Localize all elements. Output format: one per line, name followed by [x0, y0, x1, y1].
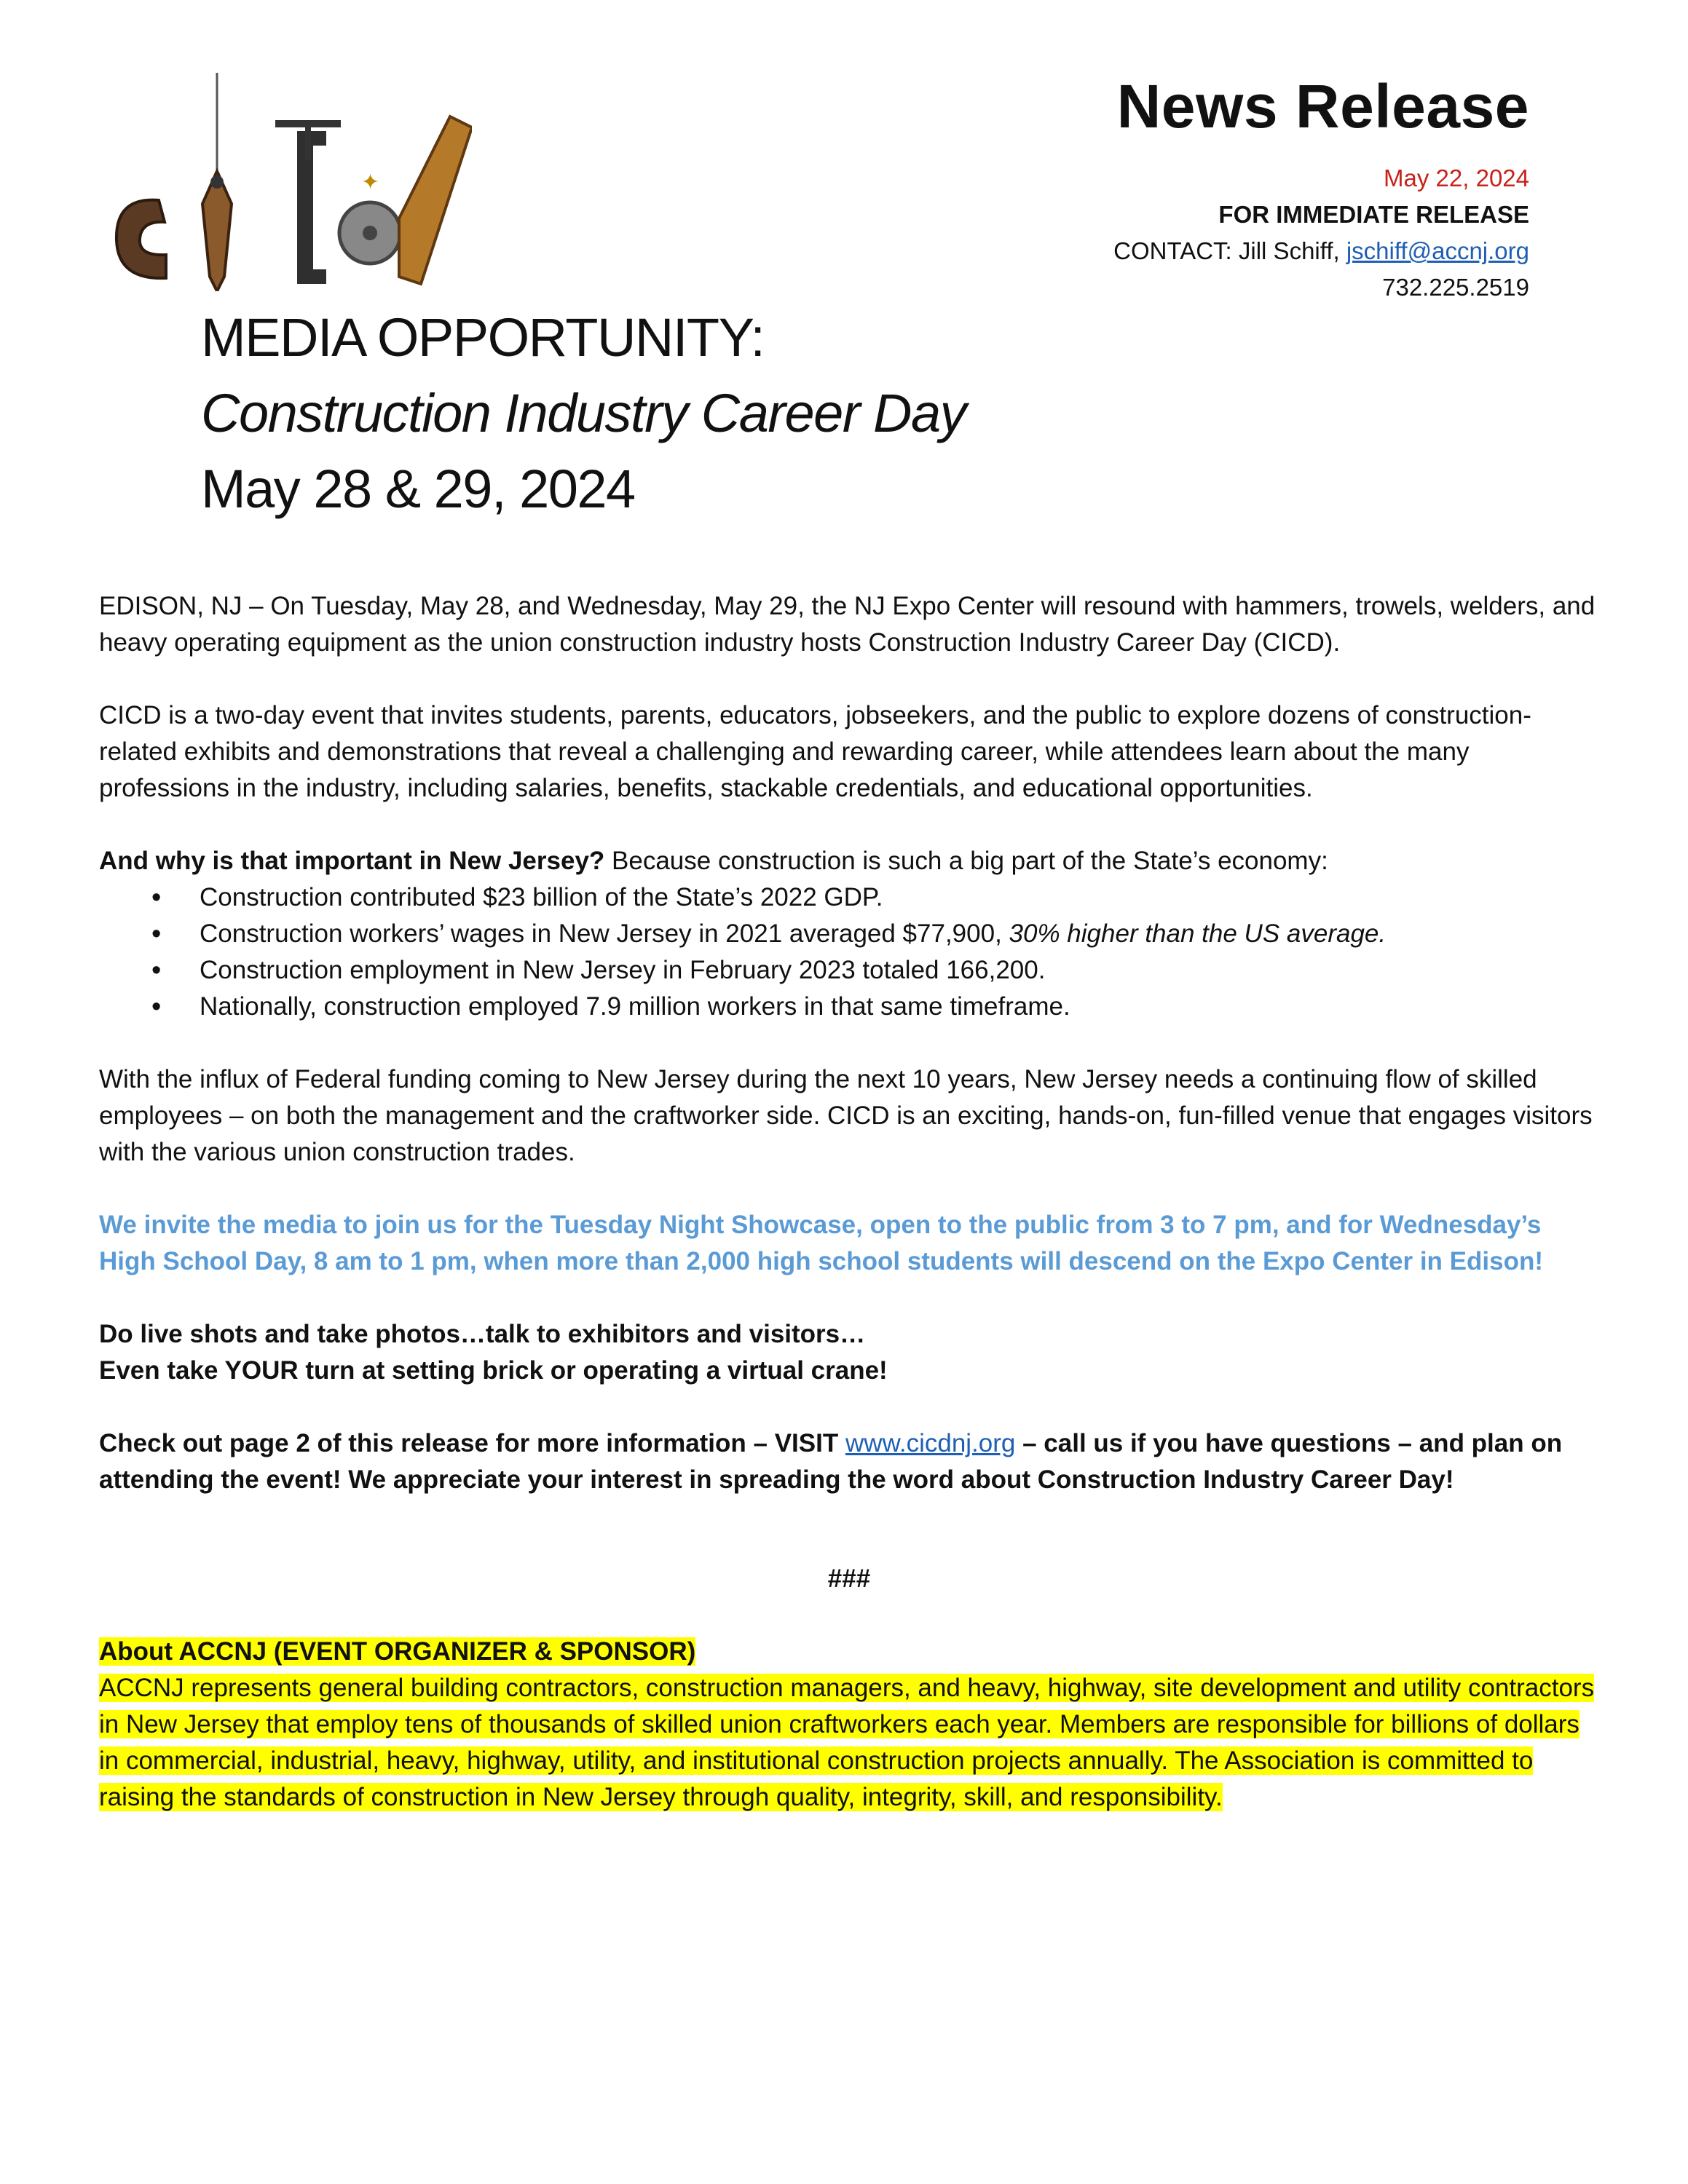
stats-list [99, 879, 1599, 1025]
paragraph-live-shots: Do live shots and take photos…talk to exhibitors and visitors… Even take YOUR turn at setting brick or operating a virtual crane! [99, 1320, 888, 1385]
why-answer: Because construction is such a big part of the State’s economy: [604, 847, 1328, 875]
news-release-title: News Release [1116, 72, 1529, 141]
paragraph-check-out: Check out page 2 of this release for more information – VISIT www.cicdnj.org – call us if you have questions – and plan on attending the event! We appreciate your interest in spreading the word about Construction Industry Career Day! [99, 1429, 1563, 1494]
paragraph-why [99, 843, 1599, 879]
bullet-icon: • [151, 992, 162, 1022]
headline [201, 300, 966, 527]
cicd-logo [108, 73, 472, 291]
headline-line-3: May 28 & 29, 2024 [201, 459, 635, 519]
headline-line-2: Construction Industry Career Day [201, 383, 966, 443]
paragraph-media-invite: We invite the media to join us for the Tuesday Night Showcase, open to the public from 3 to 7 pm, and for Wednesday’s High School Day, 8 am to 1 pm, when more than 2,000 high school students will descend on the Expo Center in Edison! [99, 1211, 1543, 1275]
end-marker: ### [827, 1564, 871, 1593]
release-body [99, 588, 1599, 1816]
paragraph-cicd: CICD is a two-day event that invites students, parents, educators, jobseekers, and the public to explore dozens of construction-related exhibits and demonstrations that reveal a challenging and rewarding career, while attendees learn about the many professions in the industry, including salaries, benefits, stackable credentials, and educational opportunities. [99, 701, 1531, 802]
about-section [99, 1634, 1599, 1816]
contact-email-link[interactable]: jschiff@accnj.org [1346, 237, 1529, 265]
bullet-icon: • [151, 955, 162, 986]
about-title: About ACCNJ (EVENT ORGANIZER & SPONSOR) [99, 1637, 696, 1666]
release-header [1113, 73, 1529, 306]
contact-line [1113, 233, 1529, 269]
bullet-icon: • [151, 919, 162, 949]
contact-phone: 732.225.2519 [1382, 274, 1529, 301]
paragraph-intro: EDISON, NJ – On Tuesday, May 28, and Wednesday, May 29, the NJ Expo Center will resound with hammers, trowels, welders, and heavy operating equipment as the union construction industry hosts Construction Industry Career Day (CICD). [99, 592, 1596, 657]
release-status: FOR IMMEDIATE RELEASE [1218, 201, 1529, 229]
paragraph-funding: With the influx of Federal funding coming to New Jersey during the next 10 years, New Jersey needs a continuing flow of skilled employees – on both the management and the craftworker side. CICD is an exciting, hands-on, fun-filled venue that engages visitors with the various union construction trades. [99, 1065, 1593, 1166]
svg-text:✦: ✦ [361, 170, 380, 195]
release-date: May 22, 2024 [1384, 165, 1529, 192]
cicd-website-link[interactable]: www.cicdnj.org [845, 1429, 1016, 1457]
list-item: • Nationally, construction employed 7.9 million workers in that same timeframe. [99, 989, 1599, 1025]
why-question: And why is that important in New Jersey? [99, 847, 605, 875]
headline-line-1: MEDIA OPPORTUNITY: [201, 307, 765, 368]
list-item: • Construction contributed $23 billion of the State’s 2022 GDP. [99, 879, 1599, 916]
bullet-icon: • [151, 882, 162, 913]
list-item: • Construction workers’ wages in New Jersey in 2021 averaged $77,900, 30% higher than the US average. [99, 916, 1599, 952]
about-text: ACCNJ represents general building contractors, construction managers, and heavy, highway, site development and utility contractors in New Jersey that employ tens of thousands of skilled union craftworkers each year. Members are responsible for billions of dollars in commercial, industrial, heavy, highway, utility, and institutional construction projects annually. The Association is committed to raising the standards of construction in New Jersey through quality, integrity, skill, and responsibility. [99, 1674, 1595, 1811]
list-item: • Construction employment in New Jersey in February 2023 totaled 166,200. [99, 952, 1599, 989]
contact-label: CONTACT: Jill Schiff, [1113, 237, 1346, 265]
